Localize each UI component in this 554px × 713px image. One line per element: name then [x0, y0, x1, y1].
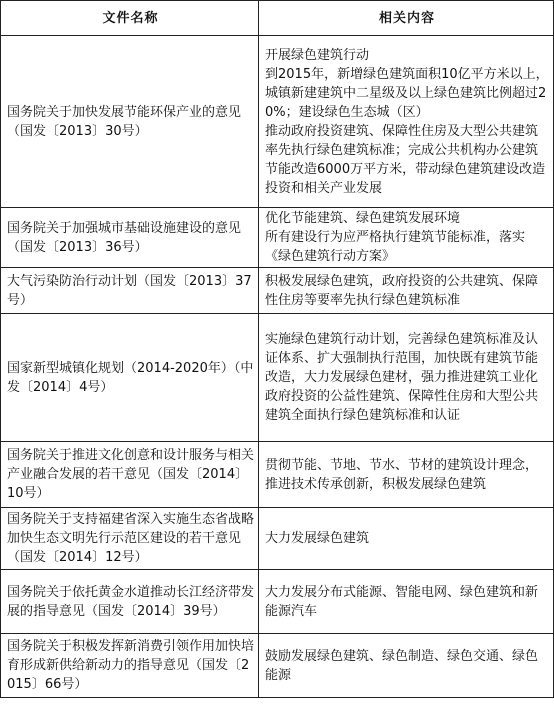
- content-line: 推动政府投资建筑、保障性住房及大型公共建筑率先执行绿色建筑标准；完成公共机构办公建筑节能改造6000万平方米，带动绿色建筑建设改造投资和相关产业发展: [265, 123, 546, 196]
- content-line: 政府投资的公益性建筑、保障性住房和大型公共建筑全面执行绿色建筑标准和认证: [265, 389, 539, 423]
- content-line: 贯彻节能、节地、节水、节材的建筑设计理念，推进技术传承创新，积极发展绿色建筑: [265, 457, 539, 492]
- document-name-cell: 国务院关于加强城市基础设施建设的意见（国发〔2013〕36号）: [1, 208, 259, 268]
- content-line: 到2015年，新增绿色建筑面积10亿平方米以上，城镇新建建筑中二星级及以上绿色建筑比例超过20%；建设绿色生态城（区）: [265, 66, 549, 120]
- related-content-cell: [259, 508, 554, 570]
- document-name-cell: 国务院关于加快发展节能环保产业的意见（国发〔2013〕30号）: [1, 36, 259, 208]
- content-line: 鼓励发展绿色建筑、绿色制造、绿色交通、绿色能源: [265, 648, 539, 683]
- document-name-cell: 国务院关于依托黄金水道推动长江经济带发展的指导意见（国发〔2014〕39号）: [1, 570, 259, 634]
- content-line: 所有建设行为应严格执行建筑节能标准，落实《绿色建筑行动方案》: [265, 230, 526, 264]
- content-line: 大力发展分布式能源、智能电网、绿色建筑和新能源汽车: [265, 584, 539, 619]
- header-related-content: 相关内容: [259, 1, 554, 36]
- table-row: [1, 508, 554, 570]
- document-name-cell: 国家新型城镇化规划（2014-2020年）（中发〔2014〕4号）: [1, 314, 259, 442]
- document-name-cell: 国务院关于积极发挥新消费引领作用加快培育形成新供给新动力的指导意见（国发〔2015〕66号）: [1, 634, 259, 698]
- content-line: 积极发展绿色建筑，政府投资的公共建筑、保障性住房等要率先执行绿色建筑标准: [265, 273, 539, 308]
- table-row: [1, 570, 554, 634]
- document-name-cell: 大气污染防治行动计划（国发〔2013〕37号）: [1, 268, 259, 314]
- related-content-cell: [259, 442, 554, 508]
- table-row: [1, 36, 554, 208]
- table-row: [1, 634, 554, 698]
- related-content-cell: [259, 36, 554, 208]
- related-content-cell: [259, 634, 554, 698]
- header-document-name: 文件名称: [1, 1, 259, 36]
- content-line: 实施绿色建筑行动计划，完善绿色建筑标准及认证体系、扩大强制执行范围，加快既有建筑节能改造，大力发展绿色建材，强力推进建筑工业化: [265, 332, 539, 385]
- table-row: [1, 268, 554, 314]
- related-content-cell: [259, 208, 554, 268]
- table-row: [1, 442, 554, 508]
- related-content-cell: [259, 268, 554, 314]
- document-name-cell: 国务院关于推进文化创意和设计服务与相关产业融合发展的若干意见（国发〔2014〕10号）: [1, 442, 259, 508]
- related-content-cell: [259, 314, 554, 442]
- table-row: [1, 208, 554, 268]
- content-line: 开展绿色建筑行动: [265, 47, 370, 63]
- table-row: [1, 314, 554, 442]
- related-content-cell: [259, 570, 554, 634]
- header-row: [1, 1, 554, 36]
- content-line: 大力发展绿色建筑: [265, 531, 370, 546]
- content-line: 优化节能建筑、绿色建筑发展环境: [265, 211, 461, 226]
- document-name-cell: 国务院关于支持福建省深入实施生态省战略加快生态文明先行示范区建设的若干意见（国发〔2014〕12号）: [1, 508, 259, 570]
